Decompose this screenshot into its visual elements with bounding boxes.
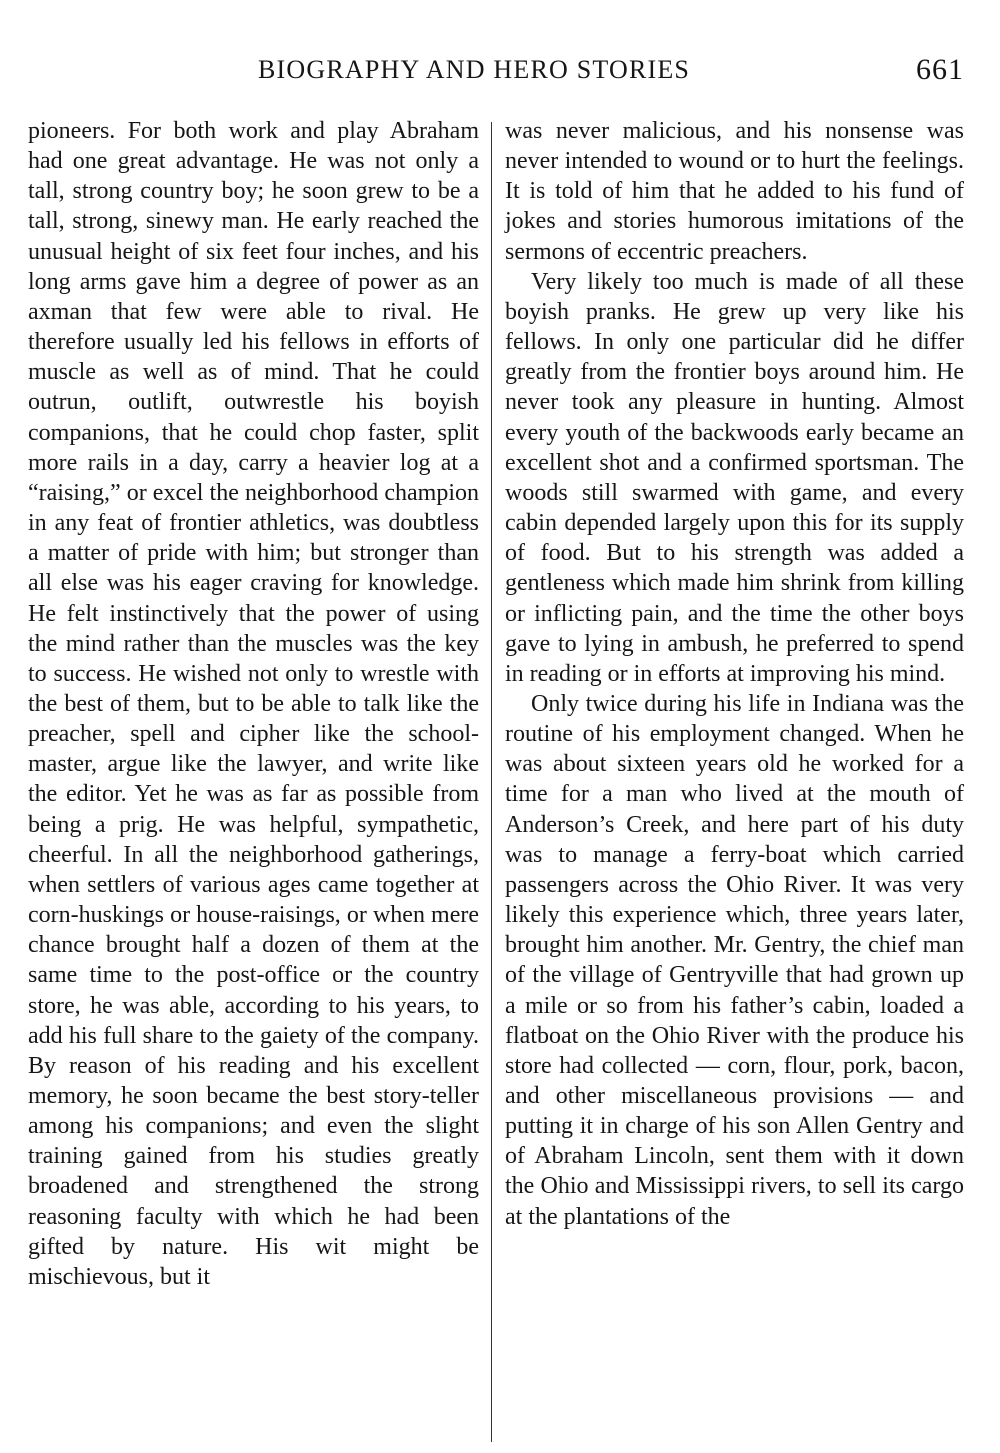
page-number: 661 xyxy=(916,53,964,86)
running-head xyxy=(0,55,1000,95)
running-title: BIOGRAPHY AND HERO STORIES xyxy=(258,55,691,84)
column-divider xyxy=(491,122,492,1442)
right-paragraph-1: was never malicious, and his nonsense was never intended to wound or to hurt the feelings. It is told of him that he added to his fund of jokes and stories humorous imitations of the sermons of eccentric preachers. xyxy=(505,118,964,265)
right-paragraph-3: Only twice during his life in Indiana was the routine of his employment changed. When he was about sixteen years old he worked for a time for a man who lived at the mouth of Anderson’s Creek, and here part of his duty was to manage a ferry-boat which carried passengers across the Ohio River. It was very likely this experience which, three years later, brought him another. Mr. Gentry, the chief man of the village of Gentryville that had grown up a mile or so from his father’s cabin, loaded a flatboat on the Ohio River with the produce his store had collected — corn, flour, pork, bacon, and other miscellaneous provisions — and putting it in charge of his son Allen Gentry and of Abraham Lincoln, sent them with it down the Ohio and Mississippi rivers, to sell its cargo at the plantations of the xyxy=(505,690,964,1230)
left-paragraph-1: pioneers. For both work and play Abraham had one great advantage. He was not only a tall, strong country boy; he soon grew to be a tall, strong, sinewy man. He early reached the unusual height of six feet four inches, and his long arms gave him a degree of power as an axman that few were able to rival. He therefore usually led his fellows in efforts of muscle as well as of mind. That he could outrun, outlift, outwrestle his boyish companions, that he could chop faster, split more rails in a day, carry a heavier log at a “raising,” or excel the neighborhood champion in any feat of frontier athletics, was doubtless a matter of pride with him; but stronger than all else was his eager craving for knowledge. He felt instinctively that the power of using the mind rather than the muscles was the key to success. He wished not only to wrestle with the best of them, but to be able to talk like the preacher, spell and cipher like the school-master, argue like the lawyer, and write like the editor. Yet he was as far as possible from being a prig. He was helpful, sympathetic, cheerful. In all the neighborhood gatherings, when settlers of various ages came together at corn-huskings or house-raisings, or when mere chance brought half a dozen of them at the same time to the post-office or the country store, he was able, according to his years, to add his full share to the gaiety of the company. By reason of his reading and his excellent memory, he soon became the best story-teller among his companions; and even the slight training gained from his studies greatly broadened and strengthened the strong reasoning faculty with which he had been gifted by nature. His wit might be mischievous, but it xyxy=(28,118,479,1290)
right-paragraph-2: Very likely too much is made of all these boyish pranks. He grew up very like his fellows. In only one particular did he differ greatly from the frontier boys around him. He never took any pleasure in hunting. Almost every youth of the backwoods early became an excellent shot and a confirmed sportsman. The woods still swarmed with game, and every cabin depended largely upon this for its supply of food. But to his strength was added a gentleness which made him shrink from killing or inflicting pain, and the time the other boys gave to lying in ambush, he preferred to spend in reading or in efforts at improving his mind. xyxy=(505,268,964,687)
left-column xyxy=(28,116,479,1292)
right-column xyxy=(505,116,964,1232)
